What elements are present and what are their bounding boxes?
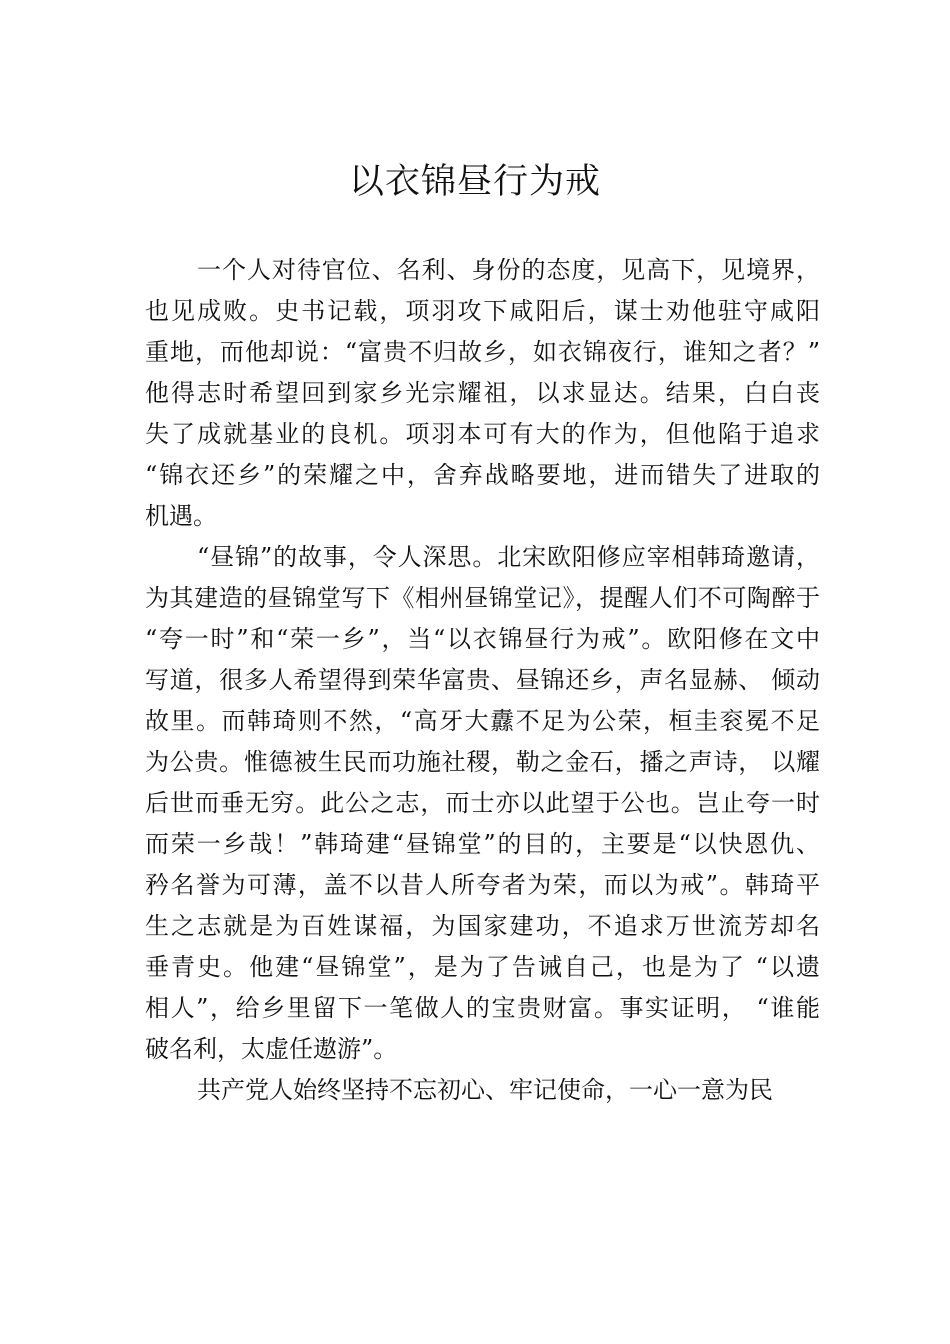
text-line: 破名利，太虚任遨游”。 bbox=[145, 1035, 398, 1063]
document-body bbox=[145, 250, 820, 1111]
text-line: 生之志就是为百姓谋福，为国家建功，不追求万世流芳却名 bbox=[145, 912, 820, 940]
text-line: 重地，而他却说：“富贵不归故乡，如衣锦夜行，谁知之者？” bbox=[145, 338, 820, 366]
text-line: 相人”，给乡里留下一笔做人的宝贵财富。事实证明， “谁能 bbox=[145, 994, 820, 1022]
text-line: “昼锦”的故事，令人深思。北宋欧阳修应宰相韩琦邀请， bbox=[197, 543, 820, 571]
text-line: 他得志时希望回到家乡光宗耀祖，以求显达。结果，白白丧 bbox=[145, 379, 820, 407]
text-line: “锦衣还乡”的荣耀之中，舍弃战略要地，进而错失了进取的 bbox=[145, 461, 820, 489]
text-line: 为公贵。惟德被生民而功施社稷，勒之金石，播之声诗， 以耀 bbox=[145, 748, 820, 776]
text-line: 机遇。 bbox=[145, 502, 217, 530]
text-line: 也见成败。史书记载，项羽攻下咸阳后，谋士劝他驻守咸阳 bbox=[145, 297, 820, 325]
text-line: 为其建造的昼锦堂写下《相州昼锦堂记》，提醒人们不可陶醉于 bbox=[145, 584, 820, 612]
text-line: 垂青史。他建“昼锦堂”，是为了告诫自己，也是为了 “以遗 bbox=[145, 953, 820, 981]
document-title: 以衣锦昼行为戒 bbox=[348, 162, 601, 202]
text-line: “夸一时”和“荣一乡”，当“以衣锦昼行为戒”。欧阳修在文中 bbox=[145, 625, 820, 653]
text-line: 而荣一乡哉！”韩琦建“昼锦堂”的目的，主要是“以快恩仇、 bbox=[145, 830, 820, 858]
text-line: 故里。而韩琦则不然，“高牙大纛不足为公荣，桓圭衮冕不足 bbox=[145, 707, 820, 735]
text-line: 后世而垂无穷。此公之志，而士亦以此望于公也。岂止夸一时 bbox=[145, 789, 820, 817]
text-line: 一个人对待官位、名利、身份的态度，见高下，见境界， bbox=[197, 256, 820, 284]
text-line: 矜名誉为可薄，盖不以昔人所夸者为荣，而以为戒”。韩琦平 bbox=[145, 871, 820, 899]
text-line: 写道，很多人希望得到荣华富贵、昼锦还乡，声名显赫、 倾动 bbox=[145, 666, 820, 694]
text-line: 共产党人始终坚持不忘初心、牢记使命，一心一意为民 bbox=[197, 1076, 773, 1104]
text-line: 失了成就基业的良机。项羽本可有大的作为，但他陷于追求 bbox=[145, 420, 820, 448]
